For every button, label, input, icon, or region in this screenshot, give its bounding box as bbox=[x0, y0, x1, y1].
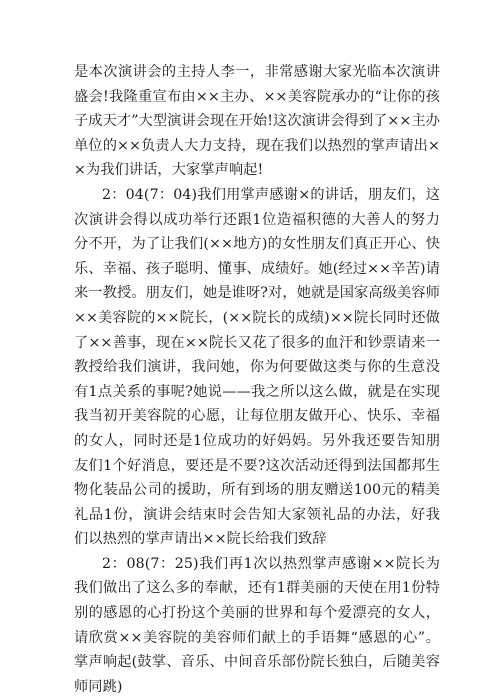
paragraph-section-2-08: 2：08(7：25)我们再1次以热烈掌声感谢××院长为我们做出了这么多的奉献，还有1群美丽的天使在用1份特别的感恩的心打扮这个美丽的世界和每个爱漂亮的女人，请欣赏××美容院的美容师们献上的手语舞“感恩的心”。掌声响起(鼓掌、音乐、中间音乐部份院长独白，后随美容师同跳) bbox=[74, 555, 440, 695]
paragraph-opening: 是本次演讲会的主持人李一，非常感谢大家光临本次演讲盛会!我隆重宣布由××主办、××美容院承办的“让你的孩子成天才”大型演讲会现在开始!这次演讲会得到了××主办单位的××负责人大力支持，现在我们以热烈的掌声请出××为我们讲话，大家掌声响起! bbox=[74, 64, 440, 179]
paragraph-section-2-04: 2：04(7：04)我们用掌声感谢×的讲话，朋友们，这次演讲会得以成功举行还跟1位造福积德的大善人的努力分不开，为了让我们(××地方)的女性朋友们真正开心、快乐、幸福、孩子聪明、懂事、成绩好。她(经过××辛苦)请来一教授。朋友们，她是谁呀?对，她就是国家高级美容师××美容院的××院长，(××院长的成绩)××院长同时还做了××善事，现在××院长又花了很多的血汗和钞票请来一教授给我们演讲，我问她，你为何要做这类与你的生意没有1点关系的事呢?她说——我之所以这么做，就是在实现我当初开美容院的心愿，让每位朋友做开心、快乐、幸福的女人，同时还是1位成功的好妈妈。另外我还要告知朋友们1个好消息，要还是不要?这次活动还得到法国都邦生物化装品公司的援助，所有到场的朋友赠送100元的精美礼品1份，演讲会结束时会告知大家领礼品的办法，好我们以热烈的掌声请出××院长给我们致辞 bbox=[74, 186, 440, 548]
